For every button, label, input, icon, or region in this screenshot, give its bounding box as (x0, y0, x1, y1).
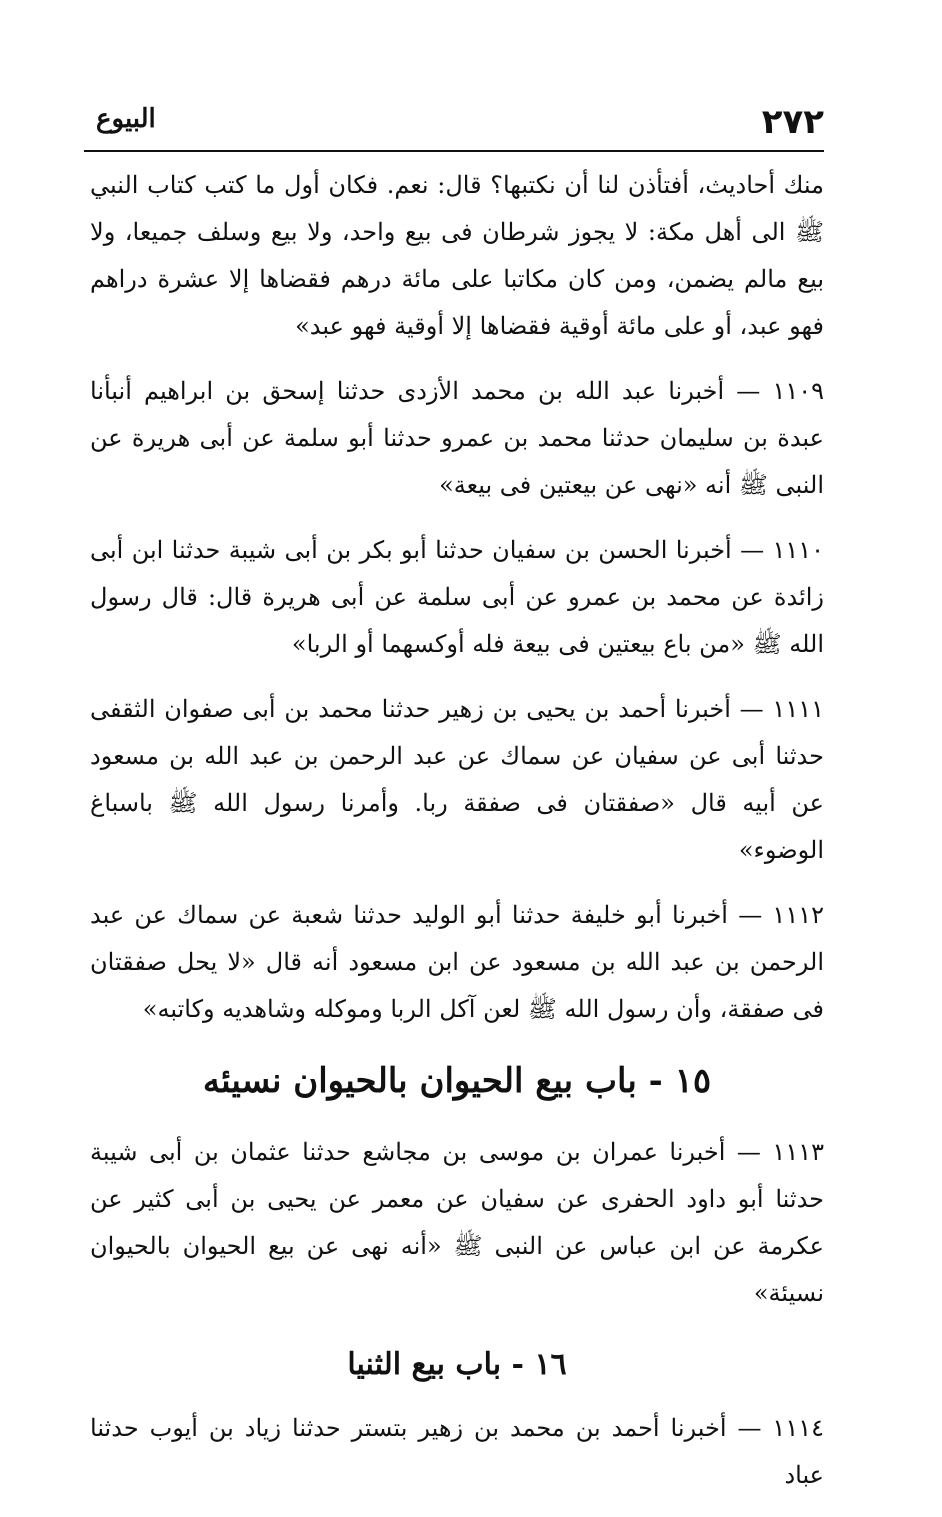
running-title: البيوع (96, 104, 156, 134)
chapter-heading-16: ١٦ - باب بيع الثنيا (347, 1347, 567, 1382)
page-header (88, 96, 824, 146)
hadith-text: أخبرنا الحسن بن سفيان حدثنا أبو بكر بن أبى شيبة حدثنا ابن أبى زائدة عن محمد بن عمرو عن أبى سلمة عن أبى هريرة قال: قال رسول الله ﷺ «من باع بيعتين فى بيعة فله أوكسهما أو الربا» (90, 536, 824, 658)
hadith-number: ١١١٠ (772, 536, 824, 564)
hadith-text: أخبرنا عمران بن موسى بن مجاشع حدثنا عثمان بن أبى شيبة حدثنا أبو داود الحفرى عن سفيان عن معمر عن يحيى بن أبى كثير عن عكرمة عن ابن عباس عن النبى ﷺ «أنه نهى عن بيع الحيوان بالحيوان نسيئة» (90, 1138, 824, 1307)
hadith-1109 (90, 368, 824, 509)
hadith-1113 (90, 1129, 824, 1317)
hadith-text: أخبرنا عبد الله بن محمد الأزدى حدثنا إسحق بن ابراهيم أنبأنا عبدة بن سليمان حدثنا محمد بن عمرو حدثنا أبو سلمة عن أبى هريرة عن النبى ﷺ أنه «نهى عن بيعتين فى بيعة» (90, 377, 824, 499)
hadith-dash: — (727, 901, 763, 929)
hadith-dash: — (731, 536, 765, 564)
page-number: ٢٧٢ (761, 102, 824, 142)
hadith-number: ١١١١ (772, 695, 824, 723)
header-rule (84, 150, 824, 152)
hadith-text: أخبرنا أحمد بن يحيى بن زهير حدثنا محمد بن أبى صفوان الثقفى حدثنا أبى عن سفيان عن سماك عن عبد الرحمن بن عبد الله بن مسعود عن أبيه قال «صفقتان فى صفقة ربا. وأمرنا رسول الله ﷺ باسباغ الوضوء» (90, 695, 824, 864)
paragraph-continuation (90, 162, 824, 350)
paragraph-text: منك أحاديث، أفتأذن لنا أن نكتبها؟ قال: نعم. فكان أول ما كتب كتاب النبي ﷺ الى أهل مكة: لا يجوز شرطان فى بيع واحد، ولا بيع وسلف جميعا، ولا بيع مالم يضمن، ومن كان مكاتبا على مائة درهم فقضاها إلا عشرة دراهم فهو عبد، أو على مائة أوقية فقضاها إلا أوقية فهو عبد» (90, 171, 824, 340)
hadith-number: ١١١٢ (772, 901, 824, 929)
hadith-dash: — (726, 1414, 762, 1442)
hadith-text: أخبرنا أحمد بن محمد بن زهير بتستر حدثنا زياد بن أيوب حدثنا عباد (90, 1414, 824, 1489)
page-body (90, 162, 824, 1517)
hadith-dash: — (724, 377, 761, 405)
hadith-1112 (90, 892, 824, 1033)
hadith-dash: — (730, 695, 764, 723)
hadith-number: ١١١٤ (772, 1414, 824, 1442)
hadith-number: ١١١٣ (772, 1138, 824, 1166)
hadith-1114 (90, 1405, 824, 1499)
hadith-number: ١١٠٩ (772, 377, 824, 405)
hadith-dash: — (725, 1138, 761, 1166)
hadith-text: أخبرنا أبو خليفة حدثنا أبو الوليد حدثنا شعبة عن سماك عن عبد الرحمن بن عبد الله بن مسعود عن ابن مسعود أنه قال «لا يحل صفقتان فى صفقة، وأن رسول الله ﷺ لعن آكل الربا وموكله وشاهديه وكاتبه» (90, 901, 824, 1023)
chapter-heading-15: ١٥ - باب بيع الحيوان بالحيوان نسيئه (202, 1061, 712, 1101)
hadith-1110 (90, 527, 824, 668)
hadith-1111 (90, 686, 824, 874)
